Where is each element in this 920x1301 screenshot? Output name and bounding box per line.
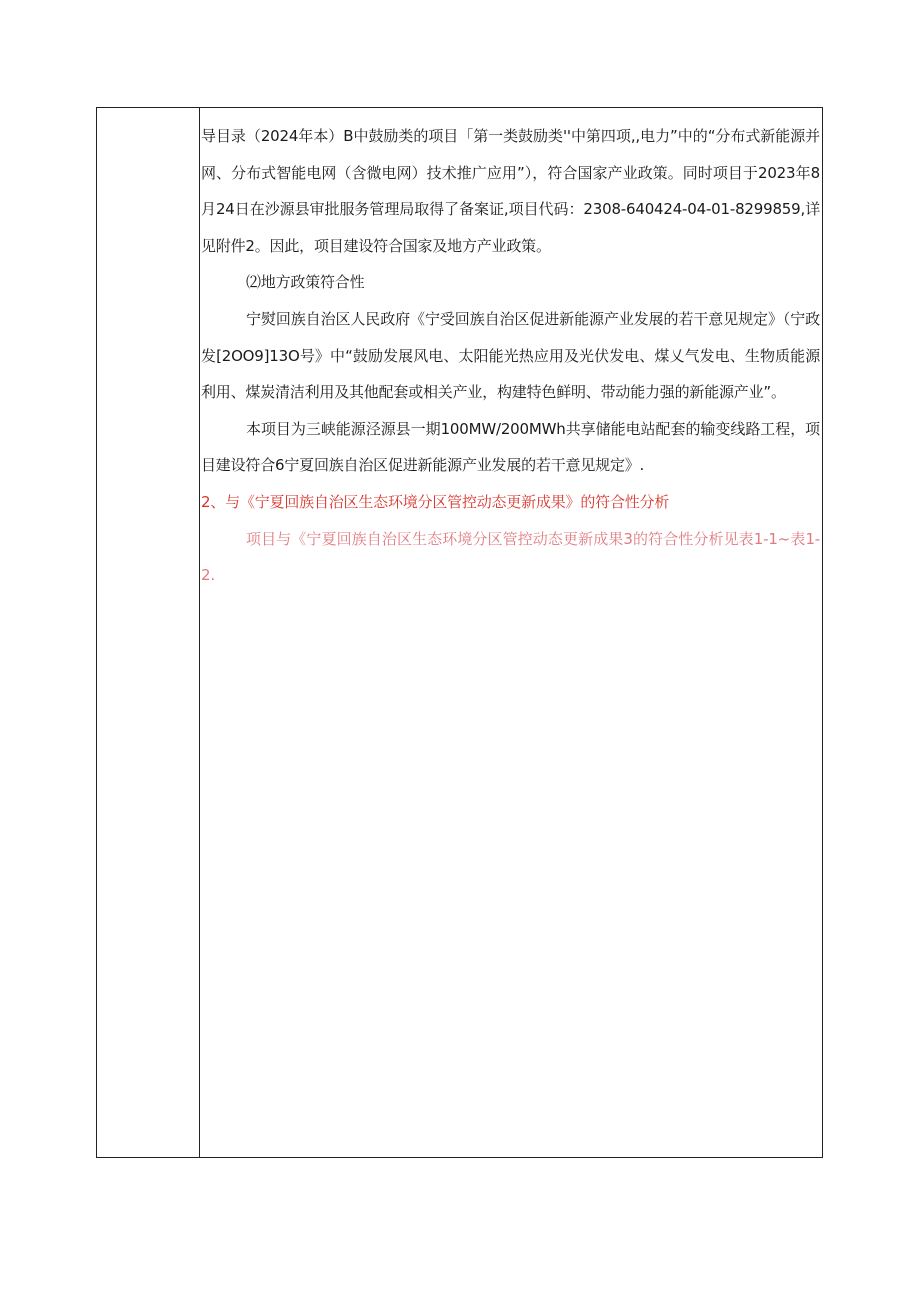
document-table-frame: [96, 107, 823, 1158]
table-content-cell: [200, 108, 822, 1157]
paragraph-ningxia-regulation: 宁熨回族自治区人民政府《宁受回族自治区促进新能源产业发展的若干意见规定》（宁政发[2OO9]13O号》中“鼓励发展风电、太阳能光热应用及光伏发电、煤乂气发电、生物质能源利用、煤炭清洁利用及其他配套或相关产业，构建特色鲜明、带动能力强的新能源产业”。: [201, 309, 820, 402]
section-heading-ecological-zoning: 2、与《宁夏回族自治区生态环境分区管控动态更新成果》的符合性分析: [201, 492, 670, 511]
paragraph-project-compliance: 本项目为三峡能源泾源县一期100MW/200MWh共享储能电站配套的输变线路工程，项目建设符合6宁夏回族自治区促进新能源产业发展的若干意见规定》.: [201, 419, 820, 475]
subheading-local-policy: ⑵地方政策符合性: [246, 273, 365, 292]
paragraph-zoning-analysis: 项目与《宁夏回族自治区生态环境分区管控动态更新成果3的符合性分析见表1-1~表1-2.: [201, 529, 820, 585]
paragraph-industry-policy: 导目录（2024年本）B中鼓励类的项目「第一类鼓励类''中第四项,,电力”中的“分布式新能源并网、分布式智能电网（含微电网）技术推广应用”），符合国家产业政策。同时项目于2023年8月24日在沙源县审批服务管理局取得了备案证,项目代码：2308-640424-04-01-8299859,详见附件2。因此，项目建设符合国家及地方产业政策。: [201, 127, 820, 255]
